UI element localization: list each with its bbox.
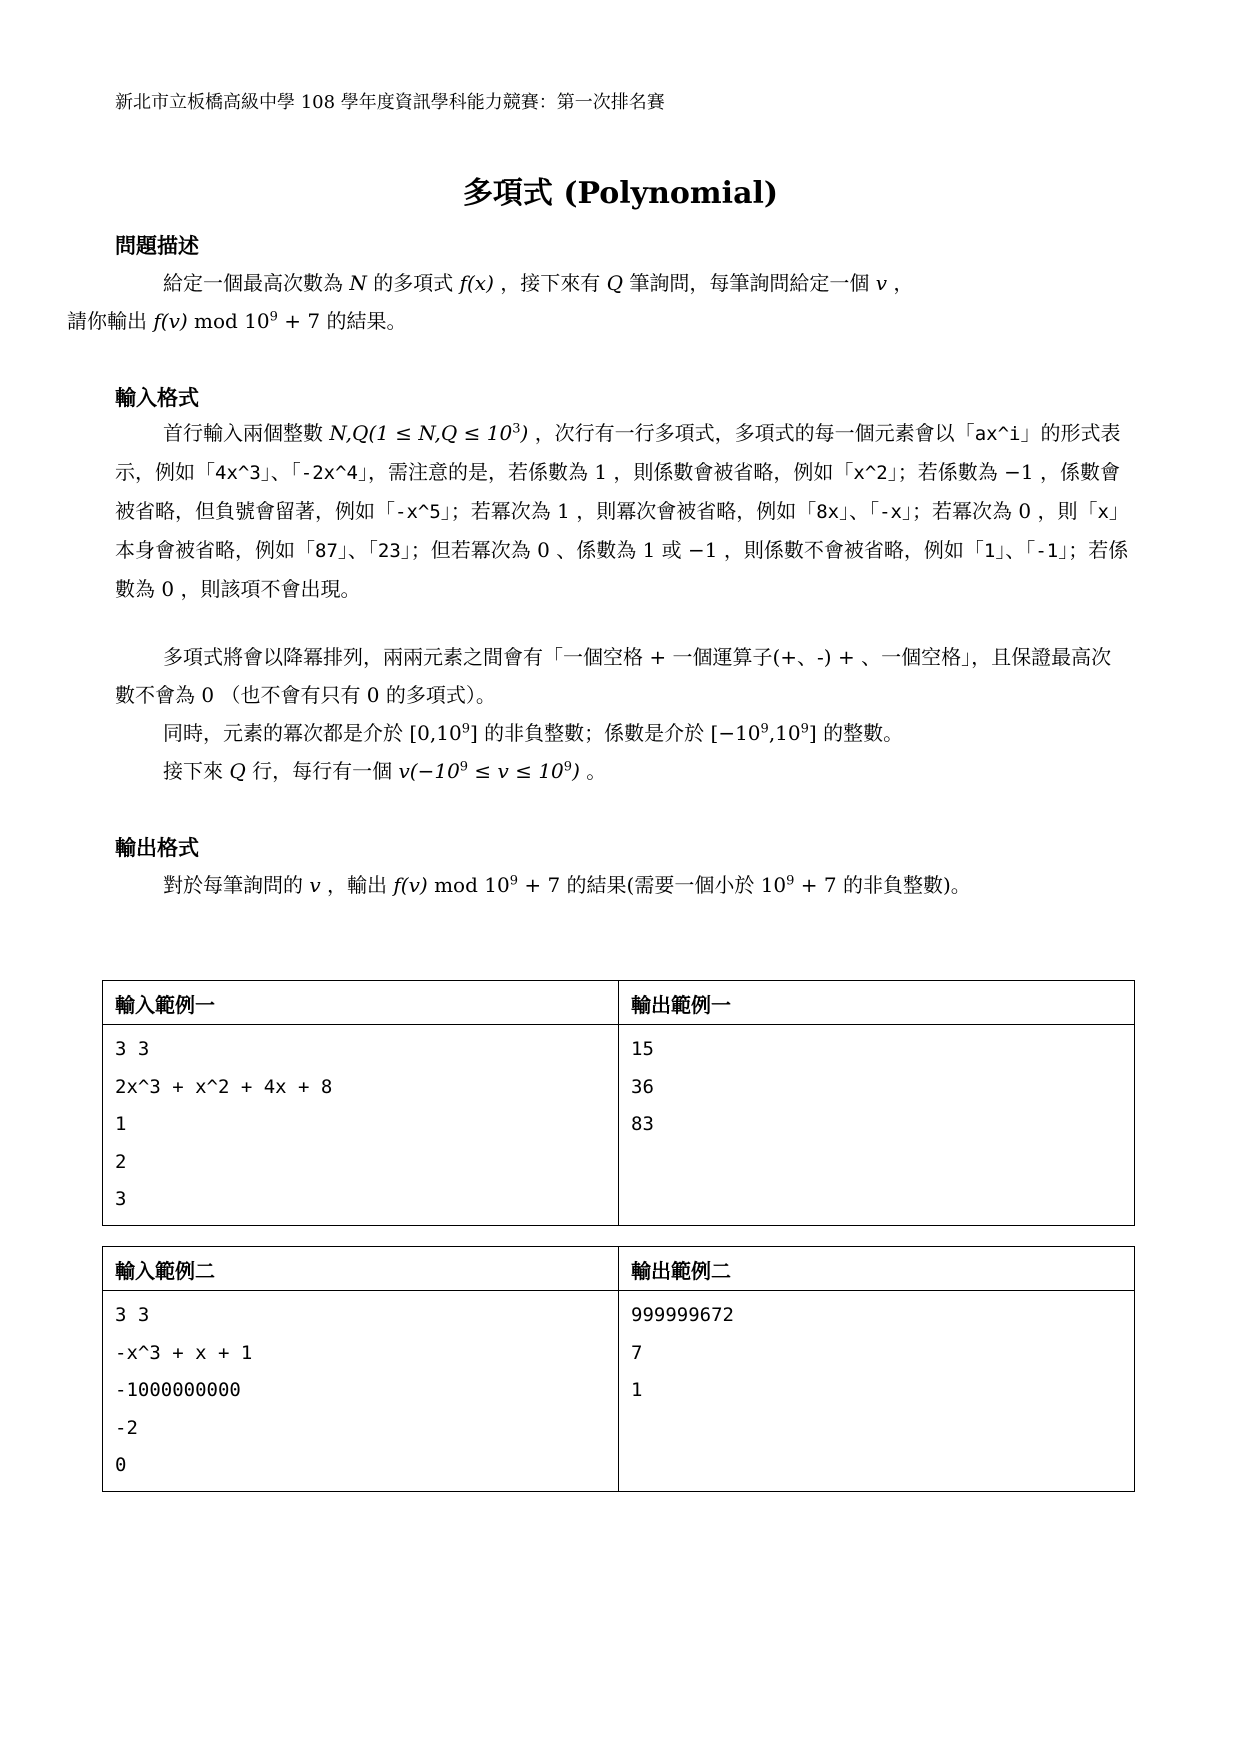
input-format-paragraph-2: 多項式將會以降冪排列，兩兩元素之間會有「一個空格 + 一個運算子(+、-) + 、一個空格」，且保證最高次數不會為 0 （也不會有只有 0 的多項式）。 <box>115 645 1112 707</box>
sample-output-cell <box>619 1025 1135 1226</box>
sample-input-line: 3 3 <box>115 1304 150 1326</box>
sample-output-line <box>631 1181 1122 1219</box>
document-header: 新北市立板橋高級中學 108 學年度資訊學科能力競賽：第一次排名賽 <box>115 92 665 113</box>
output-format-paragraph: 對於每筆詢問的 v ，輸出 f(v) mod $10^9 + 7$ 的結果(需要一個小於 $10^9 + 7$ 的非負整數)。 <box>163 873 971 897</box>
sample-output-line: 1 <box>631 1379 643 1401</box>
input-format-paragraph-4: 接下來 Q 行，每行有一個 $v(-10^9 \le v \le 10^9)$ 。 <box>163 759 607 783</box>
sample-input-cell <box>103 1025 619 1226</box>
input-format-paragraph-3: 同時，元素的冪次都是介於 [0,10$^9$] 的非負整數；係數是介於 $[-10^9,10^9]$ 的整數。 <box>163 721 904 745</box>
sample-table-2 <box>102 1246 1135 1492</box>
sample-input-header: 輸入範例二 <box>103 1247 619 1291</box>
input-format-paragraph-1: 首行輸入兩個整數 $N,Q(1 \le N,Q \le 10^3)$ ，次行有一行多項式，多項式的每一個元素會以「ax^i」的形式表示，例如「4x^3」、「-2x^4」，需注意的是，若係數為 1 ，則係數會被省略，例如「x^2」；若係數為 −1 ，係數會被省略，但負號會留著，例如「-x^5」；若冪次為 1 ，則冪次會被省略，例如「8x」、「-x」；若冪次為 0 ，則「x」本身會被省略，例如「87」、「23」；但若冪次為 0 、係數為 1 或 −1 ，則係數不會被省略，例如「1」、「-1」；若係數為 0 ，則該項不會出現。 <box>115 421 1129 601</box>
sample-output-cell <box>619 1291 1135 1492</box>
sample-input-line: -2 <box>115 1416 138 1439</box>
sample-input-line: 1 <box>115 1113 127 1135</box>
sample-output-header: 輸出範例二 <box>619 1247 1135 1291</box>
sample-table-1 <box>102 980 1135 1226</box>
sample-output-header: 輸出範例一 <box>619 981 1135 1025</box>
sample-output-line: 36 <box>631 1075 654 1098</box>
sample-output-line <box>631 1144 1122 1182</box>
sample-input-line: -1000000000 <box>115 1379 241 1401</box>
sample-input-header: 輸入範例一 <box>103 981 619 1025</box>
sample-output-line <box>631 1447 1122 1485</box>
sample-input-line: 3 3 <box>115 1038 150 1060</box>
sample-input-cell <box>103 1291 619 1492</box>
sample-input-line: -x^3 + x + 1 <box>115 1341 253 1364</box>
sample-output-line: 83 <box>631 1113 654 1135</box>
sample-output-line: 999999672 <box>631 1304 734 1326</box>
sample-input-line: 2 <box>115 1150 127 1173</box>
input-format-heading: 輸入格式 <box>115 385 199 410</box>
sample-input-line: 3 <box>115 1188 127 1210</box>
description-paragraph: 給定一個最高次數為 N 的多項式 f(x) ，接下來有 Q 筆詢問，每筆詢問給定一個 v ， 請你輸出 f(v) mod $10^9 + 7$ 的結果。 <box>67 271 914 333</box>
problem-title: 多項式 (Polynomial) <box>462 176 779 211</box>
description-heading: 問題描述 <box>115 233 199 258</box>
sample-input-line: 2x^3 + x^2 + 4x + 8 <box>115 1075 333 1098</box>
sample-output-line <box>631 1410 1122 1448</box>
sample-input-line: 0 <box>115 1454 127 1476</box>
output-format-heading: 輸出格式 <box>115 835 199 860</box>
sample-output-line: 7 <box>631 1341 643 1364</box>
sample-output-line: 15 <box>631 1038 654 1060</box>
